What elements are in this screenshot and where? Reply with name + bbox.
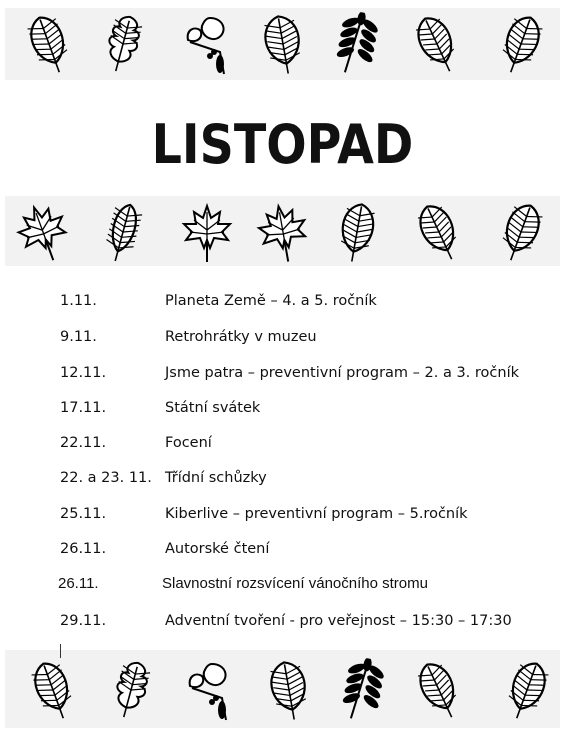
hazel-leaf-icon <box>325 196 389 268</box>
event-date: 17.11. <box>60 400 107 416</box>
event-text: Autorské čtení <box>165 541 270 557</box>
event-date: 1.11. <box>60 293 97 309</box>
event-row <box>0 609 565 633</box>
event-text: Slavnostní rozsvícení vánočního stromu <box>162 575 428 592</box>
event-row <box>0 466 565 490</box>
event-date: 22.11. <box>60 435 107 451</box>
linden-twig-icon <box>180 12 234 76</box>
event-row <box>0 361 565 385</box>
ash-leaf-icon <box>331 654 395 726</box>
event-text: Státní svátek <box>165 400 261 416</box>
page-title: LISTOPAD <box>151 113 414 176</box>
event-row <box>0 502 565 526</box>
chestnut-leaf-icon <box>180 200 234 264</box>
event-date: 22. a 23. 11. <box>60 470 152 486</box>
event-text: Kiberlive – preventivní program – 5.ročník <box>165 506 468 522</box>
event-text: Třídní schůzky <box>165 470 267 486</box>
event-text: Focení <box>165 435 212 451</box>
event-text: Jsme patra – preventivní program – 2. a 3. ročník <box>165 365 520 381</box>
event-row <box>0 289 565 313</box>
event-date: 25.11. <box>60 506 107 522</box>
event-row <box>0 396 565 420</box>
event-row <box>0 325 565 349</box>
event-text: Adventní tvoření - pro veřejnost – 15:30 – 17:30 <box>165 613 512 629</box>
event-date: 26.11. <box>60 541 107 557</box>
maple-leaf-icon <box>251 196 315 268</box>
linden-twig-icon <box>182 658 236 722</box>
linden-leaf-icon <box>257 654 321 726</box>
event-text: Retrohrátky v muzeu <box>165 329 317 345</box>
event-row <box>0 431 565 455</box>
event-date: 12.11. <box>60 365 107 381</box>
event-text: Planeta Země – 4. a 5. ročník <box>165 293 377 309</box>
ash-leaf-icon <box>325 8 389 80</box>
event-date: 9.11. <box>60 329 97 345</box>
event-row <box>0 572 565 596</box>
event-row <box>0 537 565 561</box>
event-date: 26.11. <box>58 575 99 592</box>
event-date: 29.11. <box>60 613 107 629</box>
linden-leaf-icon <box>251 8 315 80</box>
